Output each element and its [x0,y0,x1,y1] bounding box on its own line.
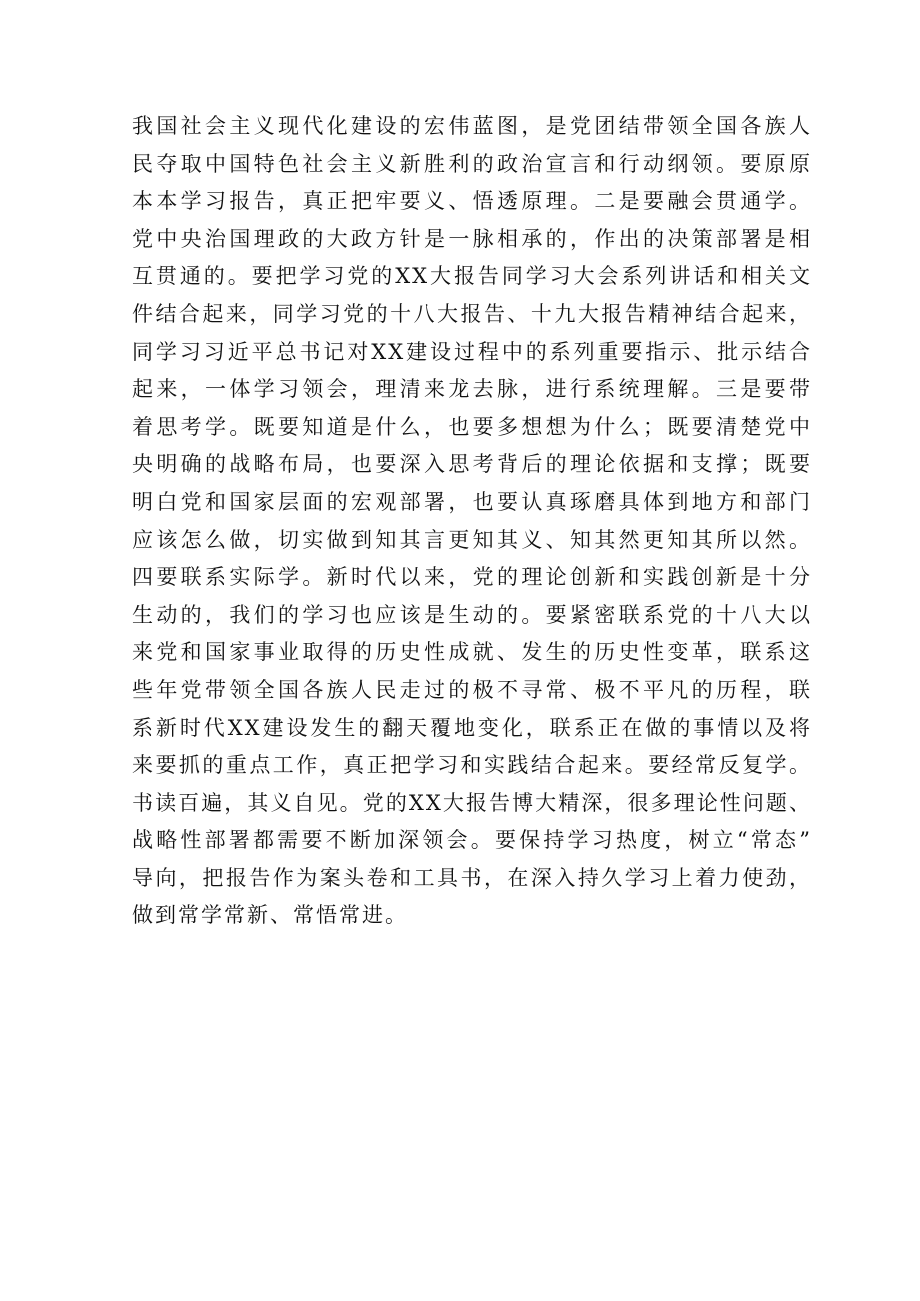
text-line: 着思考学。既要知道是什么，也要多想想为什么；既要清楚党中 [132,414,812,439]
text-line: 党中央治国理政的大政方针是一脉相承的，作出的决策部署是相 [132,226,812,251]
text-line: 生动的，我们的学习也应该是生动的。要紧密联系党的十八大以 [132,602,812,627]
text-line: 同学习习近平总书记对XX建设过程中的系列重要指示、批示结合 [132,339,812,364]
text-line: 互贯通的。要把学习党的XX大报告同学习大会系列讲话和相关文 [132,264,812,289]
text-line: 民夺取中国特色社会主义新胜利的政治宣言和行动纲领。要原原 [132,151,812,176]
text-line: 系新时代XX建设发生的翻天覆地变化，联系正在做的事情以及将 [132,715,812,740]
text-line: 我国社会主义现代化建设的宏伟蓝图，是党团结带领全国各族人 [132,114,812,138]
text-line: 些年党带领全国各族人民走过的极不寻常、极不平凡的历程，联 [132,677,812,702]
text-line: 本本学习报告，真正把牢要义、悟透原理。二是要融会贯通学。 [132,189,812,214]
text-line: 来要抓的重点工作，真正把学习和实践结合起来。要经常反复学。 [132,753,812,778]
text-line: 书读百遍，其义自见。党的XX大报告博大精深，很多理论性问题、 [132,790,812,815]
text-line: 四要联系实际学。新时代以来，党的理论创新和实践创新是十分 [132,565,812,590]
text-line: 战略性部署都需要不断加深领会。要保持学习热度，树立“常态” [132,828,812,853]
text-line: 件结合起来，同学习党的十八大报告、十九大报告精神结合起来， [132,301,812,326]
text-line: 导向，把报告作为案头卷和工具书，在深入持久学习上着力使劲， [132,865,812,890]
text-line: 明白党和国家层面的宏观部署，也要认真琢磨具体到地方和部门 [132,489,812,514]
text-line: 来党和国家事业取得的历史性成就、发生的历史性变革，联系这 [132,640,812,665]
text-line: 央明确的战略布局，也要深入思考背后的理论依据和支撑；既要 [132,452,812,477]
body-paragraph [132,108,812,935]
text-line: 做到常学常新、常悟常进。 [132,903,408,928]
text-line: 应该怎么做，切实做到知其言更知其义、知其然更知其所以然。 [132,527,812,552]
text-line: 起来，一体学习领会，理清来龙去脉，进行系统理解。三是要带 [132,377,812,402]
